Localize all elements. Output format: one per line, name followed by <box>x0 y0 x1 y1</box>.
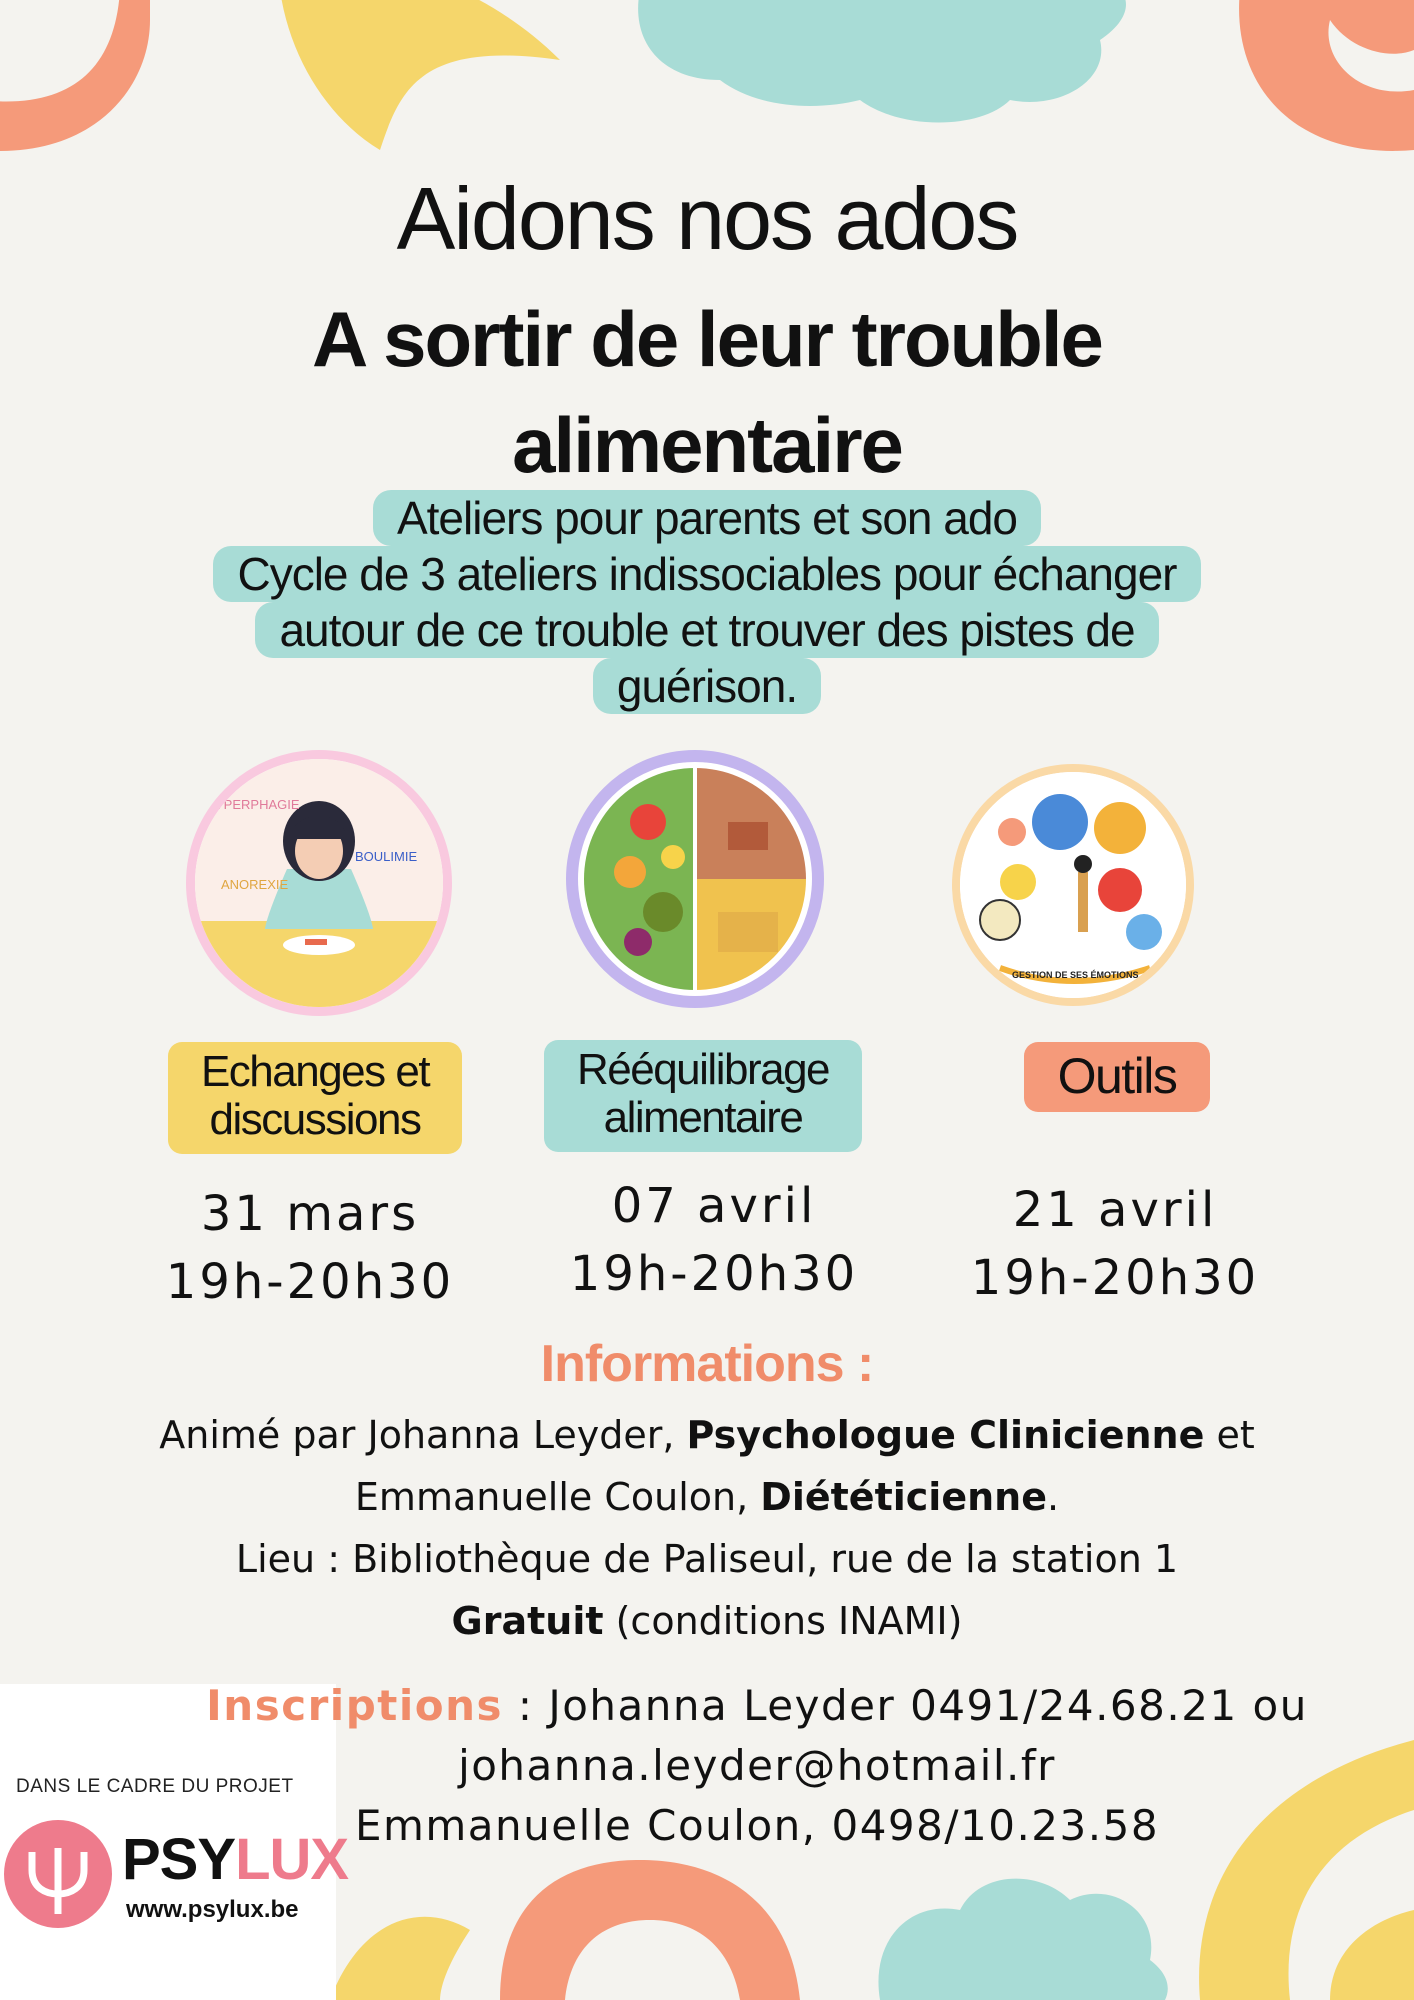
info-text: (conditions INAMI) <box>603 1599 963 1643</box>
date-text: 07 avril <box>611 1178 817 1234</box>
date-text: 31 mars <box>200 1186 420 1242</box>
info-line-animators-2 <box>80 1466 1334 1528</box>
workshop-label-reequilibrage <box>544 1040 862 1152</box>
subtitle-line: A sortir de leur trouble <box>312 295 1102 383</box>
workshop-image-emotions <box>952 764 1194 1006</box>
intro-line: autour de ce trouble et trouver des pistes de <box>255 602 1158 658</box>
workshop-label-echanges <box>168 1042 462 1154</box>
coral-arch-bottom <box>500 1860 800 2000</box>
word-boulimie: BOULIMIE <box>355 849 418 864</box>
inscriptions-block <box>120 1676 1394 1856</box>
time-text: 19h-20h30 <box>165 1254 455 1310</box>
main-title: Aidons nos ados <box>396 169 1018 268</box>
yellow-shape-bottom <box>330 1917 470 2000</box>
info-text: Animé par Johanna Leyder, <box>159 1413 687 1457</box>
coral-arc-top-left <box>0 0 150 151</box>
intro-line: Ateliers pour parents et son ado <box>373 490 1041 546</box>
psi-logo-icon <box>2 1818 114 1930</box>
emotions-illustration <box>960 772 1186 998</box>
label-line: Echanges et <box>200 1047 430 1096</box>
word-anorexie: ANOREXIE <box>221 877 289 892</box>
plate-illustration <box>578 762 812 996</box>
label-line: alimentaire <box>603 1093 803 1142</box>
info-line-price <box>80 1590 1334 1652</box>
logo-name-psy: PSY <box>122 1827 236 1892</box>
workshop-label-outils <box>1024 1042 1210 1112</box>
time-text: 19h-20h30 <box>569 1246 859 1302</box>
workshop-image-balanced-plate <box>566 750 824 1008</box>
inscriptions-email[interactable]: johanna.leyder@hotmail.fr <box>458 1741 1056 1790</box>
date-text: 21 avril <box>1012 1182 1218 1238</box>
intro-line: Cycle de 3 ateliers indissociables pour échanger <box>213 546 1200 602</box>
workshop-date-1 <box>130 1180 490 1316</box>
mint-blob-top <box>638 0 1126 123</box>
label-line: Outils <box>1057 1048 1177 1104</box>
logo-name-lux: LUX <box>235 1827 349 1892</box>
subtitle <box>0 286 1414 498</box>
inscriptions-label: Inscriptions <box>206 1681 503 1730</box>
info-block <box>80 1404 1334 1652</box>
info-line-location: Lieu : Bibliothèque de Paliseul, rue de la station 1 <box>235 1537 1179 1581</box>
workshop-image-eating-disorders <box>186 750 452 1016</box>
logo-url: www.psylux.be <box>126 1896 299 1923</box>
word-emotions: GESTION DE SES ÉMOTIONS <box>1012 970 1139 980</box>
label-line: Rééquilibrage <box>576 1045 830 1094</box>
workshop-date-3 <box>935 1176 1295 1312</box>
workshop-date-2 <box>534 1172 894 1308</box>
time-text: 19h-20h30 <box>970 1250 1260 1306</box>
subtitle-line: alimentaire <box>512 401 902 489</box>
info-text: Emmanuelle Coulon, <box>354 1475 761 1519</box>
intro-line: guérison. <box>593 658 821 714</box>
info-free: Gratuit <box>451 1599 604 1643</box>
logo-caption: DANS LE CADRE DU PROJET <box>16 1776 294 1797</box>
coral-ring-top-right <box>1239 0 1414 151</box>
girl-illustration <box>195 759 443 1007</box>
info-text: . <box>1046 1475 1060 1519</box>
mint-blob-bottom <box>878 1879 1167 2000</box>
info-role: Diététicienne <box>760 1475 1047 1519</box>
info-text: et <box>1204 1413 1255 1457</box>
word-hyperphagie: YPERPHAGIE <box>215 797 300 812</box>
yellow-arc-bottom-right <box>1330 1910 1414 2000</box>
info-role: Psychologue Clinicienne <box>686 1413 1205 1457</box>
info-heading: Informations : <box>540 1335 874 1393</box>
inscriptions-line-1 <box>120 1676 1394 1736</box>
intro-text <box>0 490 1414 714</box>
yellow-leaf-top <box>280 0 560 150</box>
label-line: discussions <box>209 1095 421 1144</box>
info-line-animators <box>80 1404 1334 1466</box>
inscriptions-text: : Johanna Leyder 0491/24.68.21 ou <box>503 1681 1308 1730</box>
inscriptions-line-3: Emmanuelle Coulon, 0498/10.23.58 <box>354 1801 1160 1850</box>
